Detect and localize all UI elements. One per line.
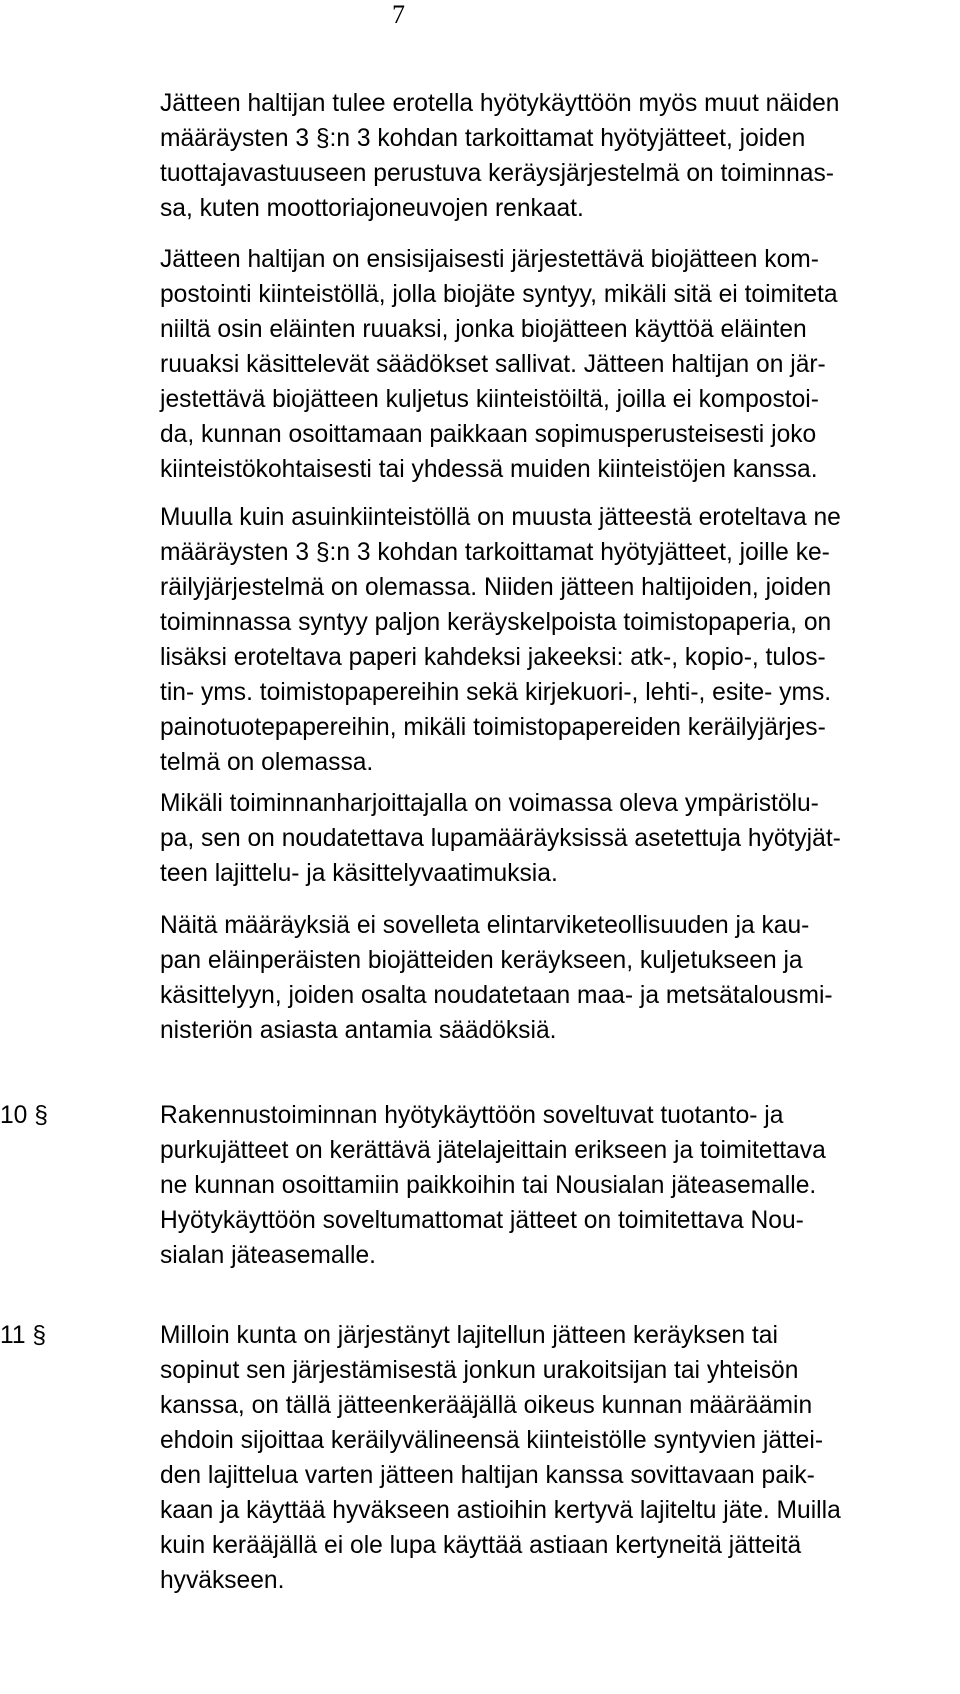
text-line: jestettävä biojätteen kuljetus kiinteistöiltä, joilla ei kompostoi-: [160, 386, 819, 413]
section-10-text: [160, 1098, 940, 1273]
text-line: nisteriön asiasta antamia säädöksiä.: [160, 1017, 557, 1044]
text-line: telmä on olemassa.: [160, 749, 374, 776]
text-line: määräysten 3 §:n 3 kohdan tarkoittamat hyötyjätteet, joille ke-: [160, 539, 830, 566]
text-line: ruuaksi käsittelevät säädökset sallivat. Jätteen haltijan on jär-: [160, 351, 826, 378]
text-line: postointi kiinteistöllä, jolla biojäte syntyy, mikäli sitä ei toimiteta: [160, 281, 838, 308]
text-line: den lajittelua varten jätteen haltijan kanssa sovittavaan paik-: [160, 1462, 815, 1489]
text-line: hyväkseen.: [160, 1567, 285, 1594]
text-line: pa, sen on noudatettava lupamääräyksissä asetettuja hyötyjät-: [160, 825, 841, 852]
text-line: pan eläinperäisten biojätteiden keräykseen, kuljetukseen ja: [160, 947, 803, 974]
text-line: Jätteen haltijan on ensisijaisesti järjestettävä biojätteen kom-: [160, 246, 819, 273]
text-line: kanssa, on tällä jätteenkerääjällä oikeus kunnan määräämin: [160, 1392, 813, 1419]
text-line: niiltä osin eläinten ruuaksi, jonka biojätteen käyttöä eläinten: [160, 316, 807, 343]
paragraph-4: [160, 786, 940, 891]
text-line: teen lajittelu- ja käsittelyvaatimuksia.: [160, 860, 558, 887]
text-line: da, kunnan osoittamaan paikkaan sopimusperusteisesti joko: [160, 421, 817, 448]
text-line: Rakennustoiminnan hyötykäyttöön soveltuvat tuotanto- ja: [160, 1102, 784, 1129]
text-line: Näitä määräyksiä ei sovelleta elintarviketeollisuuden ja kau-: [160, 912, 810, 939]
page-number-text: 7: [392, 0, 405, 29]
text-line: purkujätteet on kerättävä jätelajeittain erikseen ja toimitettava: [160, 1137, 826, 1164]
text-line: sopinut sen järjestämisestä jonkun urakoitsijan tai yhteisön: [160, 1357, 799, 1384]
text-line: lisäksi eroteltava paperi kahdeksi jakeeksi: atk-, kopio-, tulos-: [160, 644, 826, 671]
text-line: ne kunnan osoittamiin paikkoihin tai Nousialan jäteasemalle.: [160, 1172, 817, 1199]
text-line: kiinteistökohtaisesti tai yhdessä muiden kiinteistöjen kanssa.: [160, 456, 818, 483]
text-line: käsittelyyn, joiden osalta noudatetaan maa- ja metsätalousmi-: [160, 982, 833, 1009]
paragraph-2: [160, 242, 940, 487]
section-number-11: 11 §: [0, 1322, 47, 1349]
text-line: toiminnassa syntyy paljon keräyskelpoista toimistopaperia, on: [160, 609, 832, 636]
text-line: Mikäli toiminnanharjoittajalla on voimassa oleva ympäristölu-: [160, 790, 819, 817]
text-line: Hyötykäyttöön soveltumattomat jätteet on toimitettava Nou-: [160, 1207, 804, 1234]
text-line: Muulla kuin asuinkiinteistöllä on muusta jätteestä eroteltava ne: [160, 504, 841, 531]
text-line: ehdoin sijoittaa keräilyvälineensä kiinteistölle syntyvien jättei-: [160, 1427, 824, 1454]
paragraph-5: [160, 908, 940, 1048]
text-line: kaan ja käyttää hyväkseen astioihin kertyvä lajiteltu jäte. Muilla: [160, 1497, 841, 1524]
text-line: Jätteen haltijan tulee erotella hyötykäyttöön myös muut näiden: [160, 90, 840, 117]
text-line: sa, kuten moottoriajoneuvojen renkaat.: [160, 195, 584, 222]
text-line: tuottajavastuuseen perustuva keräysjärjestelmä on toiminnas-: [160, 160, 834, 187]
text-line: painotuotepapereihin, mikäli toimistopapereiden keräilyjärjes-: [160, 714, 826, 741]
text-line: tin- yms. toimistopapereihin sekä kirjekuori-, lehti-, esite- yms.: [160, 679, 832, 706]
paragraph-1: [160, 86, 940, 226]
text-line: räilyjärjestelmä on olemassa. Niiden jätteen haltijoiden, joiden: [160, 574, 832, 601]
paragraph-3: [160, 500, 940, 780]
text-line: Milloin kunta on järjestänyt lajitellun jätteen keräyksen tai: [160, 1322, 778, 1349]
section-11-text: [160, 1318, 940, 1598]
text-line: kuin kerääjällä ei ole lupa käyttää astiaan kertyneitä jätteitä: [160, 1532, 802, 1559]
text-line: määräysten 3 §:n 3 kohdan tarkoittamat hyötyjätteet, joiden: [160, 125, 806, 152]
section-number-10: 10 §: [0, 1102, 48, 1129]
text-line: sialan jäteasemalle.: [160, 1242, 376, 1269]
